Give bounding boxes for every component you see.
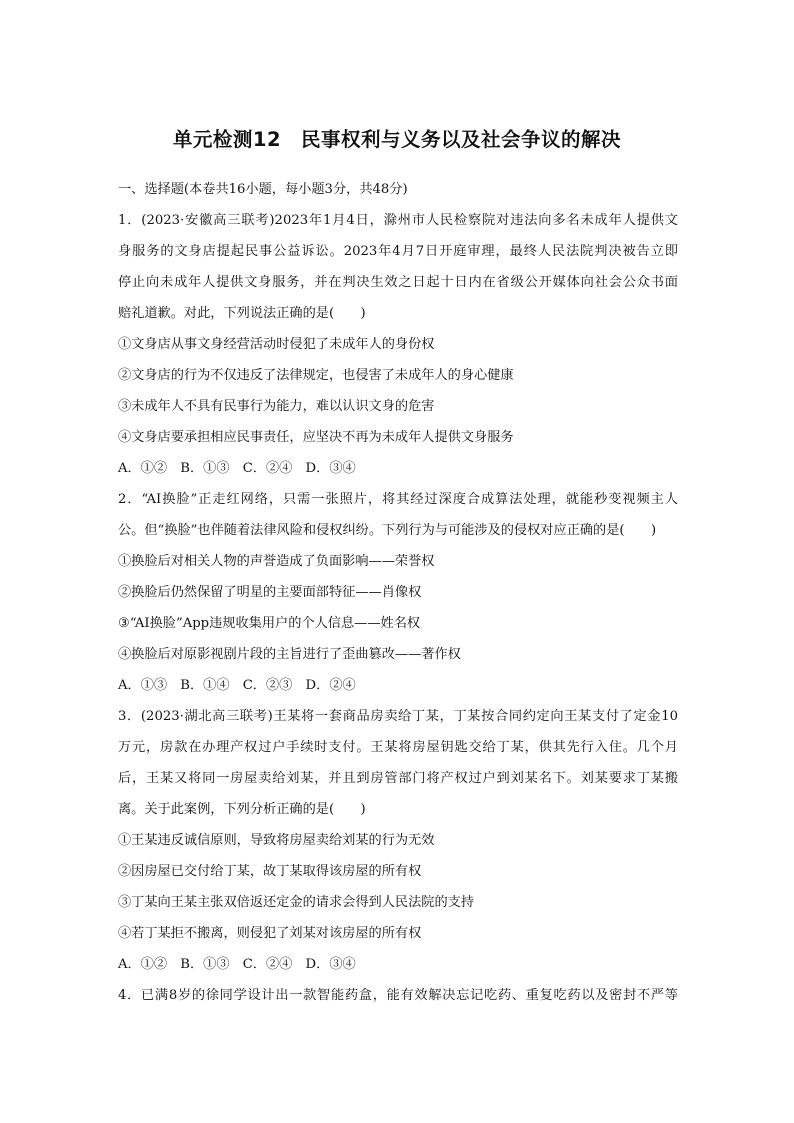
q3-choices: A．①② B．①③ C．②④ D．③④ <box>118 957 356 972</box>
q3-option-4: ④若丁某拒不搬离，则侵犯了刘某对该房屋的所有权 <box>118 926 422 941</box>
q3-option-2: ②因房屋已交付给丁某，故丁某取得该房屋的所有权 <box>118 864 422 879</box>
q3-stem-line-1: 3．(2023·湖北高三联考)王某将一套商品房卖给丁某，丁某按合同约定向王某支付了定金10 <box>118 709 678 724</box>
q1-stem-line-3: 停止向未成年人提供文身服务，并在判决生效之日起十日内在省级公开媒体向社会公众书面 <box>118 275 678 290</box>
q2-choices: A．①③ B．①④ C．②③ D．②④ <box>118 678 356 693</box>
q1-option-2: ②文身店的行为不仅违反了法律规定，也侵害了未成年人的身心健康 <box>118 368 514 383</box>
q3-option-1: ①王某违反诚信原则，导致将房屋卖给刘某的行为无效 <box>118 833 435 848</box>
q3-option-3: ③丁某向王某主张双倍返还定金的请求会得到人民法院的支持 <box>118 895 475 910</box>
q2-option-4: ④换脸后对原影视剧片段的主旨进行了歪曲篡改——著作权 <box>118 647 461 662</box>
q1-option-1: ①文身店从事文身经营活动时侵犯了未成年人的身份权 <box>118 337 435 352</box>
q1-choices: A．①② B．①③ C．②④ D．③④ <box>118 461 356 476</box>
q2-option-3: ③“AI换脸”App违规收集用户的个人信息——姓名权 <box>118 616 421 631</box>
q4-stem-line-1: 4．已满8岁的徐同学设计出一款智能药盒，能有效解决忘记吃药、重复吃药以及密封不严等 <box>118 988 678 1003</box>
q1-option-4: ④文身店要承担相应民事责任，应坚决不再为未成年人提供文身服务 <box>118 430 514 445</box>
q1-stem-line-1: 1．(2023·安徽高三联考)2023年1月4日，滁州市人民检察院对违法向多名未成年人提供文 <box>118 213 678 228</box>
q2-option-2: ②换脸后仍然保留了明星的主要面部特征——肖像权 <box>118 585 422 600</box>
q3-stem-line-3: 后，王某又将同一房屋卖给刘某，并且到房管部门将产权过户到刘某名下。刘某要求丁某搬 <box>118 771 678 786</box>
q1-option-3: ③未成年人不具有民事行为能力，难以认识文身的危害 <box>118 399 435 414</box>
q2-option-1: ①换脸后对相关人物的声誉造成了负面影响——荣誉权 <box>118 554 435 569</box>
q1-stem-line-2: 身服务的文身店提起民事公益诉讼。2023年4月7日开庭审理，最终人民法院判决被告立即 <box>118 244 678 259</box>
q1-stem-line-4: 赔礼道歉。对此，下列说法正确的是( ) <box>118 306 366 321</box>
q3-stem-line-2: 万元，房款在办理产权过户手续时支付。王某将房屋钥匙交给丁某，供其先行入住。几个月 <box>118 740 678 755</box>
page-title: 单元检测12 民事权利与义务以及社会争议的解决 <box>172 128 622 151</box>
q2-stem-line-2: 公。但“换脸”也伴随着法律风险和侵权纠纷。下列行为与可能涉及的侵权对应正确的是( ) <box>118 523 657 538</box>
q3-stem-line-4: 离。关于此案例，下列分析正确的是( ) <box>118 802 366 817</box>
q2-stem-line-1: 2．“AI换脸”正走红网络，只需一张照片，将其经过深度合成算法处理，就能秒变视频主人 <box>118 492 678 507</box>
section-header: 一、选择题(本卷共16小题，每小题3分，共48分) <box>118 182 408 197</box>
